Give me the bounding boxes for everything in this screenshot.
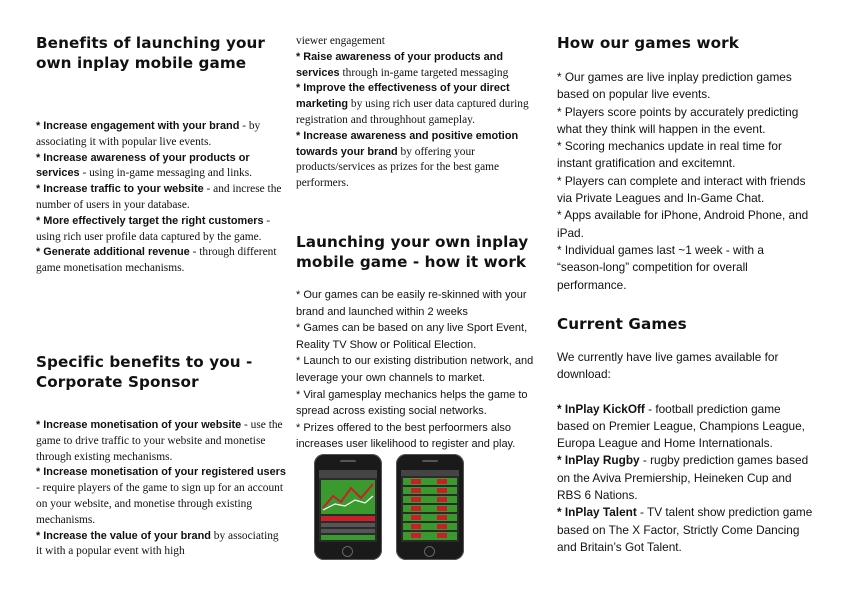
item-text: - using in-game messaging and links. [79,167,253,180]
phone-speaker [422,460,438,462]
list-item [296,129,546,192]
list-item: * Scoring mechanics update in real time for instant gratification and excitemnt. [557,139,782,171]
current-games-section [557,349,813,556]
item-lead: * Improve the effectiveness of your direct marketing [296,82,510,111]
continued-text: viewer engagement [296,35,385,47]
item-text: - using rich user profile data captured by the game. [36,214,271,243]
game-name: * InPlay Rugby [557,453,640,468]
game-name: * InPlay Talent [557,505,637,520]
phone-screen [319,470,377,542]
list-item: * Games can be based on any live Sport Event, Reality TV Show or Political Election. [296,322,528,351]
item-lead: * Increase monetisation of your registered users [36,466,286,479]
list-item: * Players can complete and interact with friends via Private Leagues and In-Game Chat. [557,173,806,206]
list-item [36,214,286,246]
list-item: * Apps available for iPhone, Android Phone, and iPad. [557,208,809,240]
heading-launching: Launching your own inplay mobile game - how it work [296,233,529,271]
item-text: - and increse the number of users in your database. [36,183,282,211]
list-item: * Individual games last ~1 week - with a “season-long” competition for overall performance. [557,242,764,292]
list-item: * Launch to our existing distribution network, and leverage your own channels to market. [296,355,534,384]
list-item [36,119,286,151]
game-item-rugby [557,452,813,504]
item-text: through in-game targeted messaging [339,66,509,79]
launch-steps-list [296,287,546,453]
current-games-intro: We currently have live games available for download: [557,350,779,382]
heading-benefits: Benefits of launching your own inplay mobile game [36,34,266,72]
phone-home-button [424,546,435,557]
game-screen-graphic [401,470,459,542]
list-item [36,465,286,528]
list-item [36,151,286,183]
list-item [36,182,286,214]
item-text: - use the game to drive traffic to your website and monetise through existing mechanisms. [36,419,283,463]
list-item [296,50,546,82]
item-lead: * Increase traffic to your website [36,183,204,196]
list-item [36,529,286,561]
game-item-talent [557,504,813,556]
heading-current-games: Current Games [557,315,687,333]
item-lead: * Increase engagement with your brand [36,120,240,132]
list-item [36,245,286,277]
item-lead: * Increase awareness of your products or services [36,151,250,180]
item-lead: * Increase monetisation of your website [36,419,242,431]
spacer [557,384,813,401]
game-description: - rugby prediction games based on the Aviva Premiership, Heineken Cup and RBS 6 Nations. [557,453,809,503]
list-item: * Viral gamesplay mechanics helps the game to spread across existing social networks. [296,388,528,418]
phones-illustration [312,454,472,564]
phone-screen [401,470,459,542]
item-text: - require players of the game to sign up for an account on your website, and monetise through existing mechanisms. [36,482,284,526]
list-item [296,81,546,128]
item-text: - by associating it with popular live events. [36,120,261,148]
list-item: * Players score points by accurately predicting what they think will happen in the event. [557,104,799,136]
item-text: - through different game monetisation mechanisms. [36,246,277,275]
list-item: * Prizes offered to the best perfoormers also increases user likelihood to register and play. [296,421,516,451]
item-lead: * More effectively target the right customers [36,214,264,227]
game-screen-graphic [319,470,377,542]
list-item [36,418,286,465]
list-item: * Our games can be easily re-skinned with your brand and launched within 2 weeks [296,289,527,318]
phone-home-button [342,546,353,557]
item-lead: * Generate additional revenue [36,246,190,259]
game-description: - TV talent show prediction game based on The X Factor, Strictly Come Dancing and Britain’s Got Talent. [557,505,813,554]
item-text: by using rich user data captured during registration and throughhout gameplay. [296,98,529,126]
phone-speaker [340,460,356,462]
item-text: by offering your products/services as prizes for the best game performers. [296,145,500,190]
game-item-kickoff [557,401,813,453]
game-name: * InPlay KickOff [557,401,645,416]
heading-how-games-work: How our games work [557,34,739,52]
item-text: by associating it with a popular event with high [36,529,279,558]
how-games-work-list [557,69,813,294]
phone-image [314,454,382,560]
continued-list [296,34,546,192]
item-lead: * Raise awareness of your products and services [296,50,503,79]
heading-sponsor-benefits: Specific benefits to you - Corporate Sponsor [36,353,253,391]
phone-image [396,454,464,560]
item-lead: * Increase awareness and positive emotion towards your brand [296,129,519,158]
benefits-list [36,119,286,277]
list-item: * Our games are live inplay prediction games based on popular live events. [557,70,792,102]
item-lead: * Increase the value of your brand [36,529,211,542]
game-description: - football prediction game based on Premier League, Champions League, Europa League and Home Internationals. [557,401,805,451]
sponsor-benefits-list [36,418,286,560]
